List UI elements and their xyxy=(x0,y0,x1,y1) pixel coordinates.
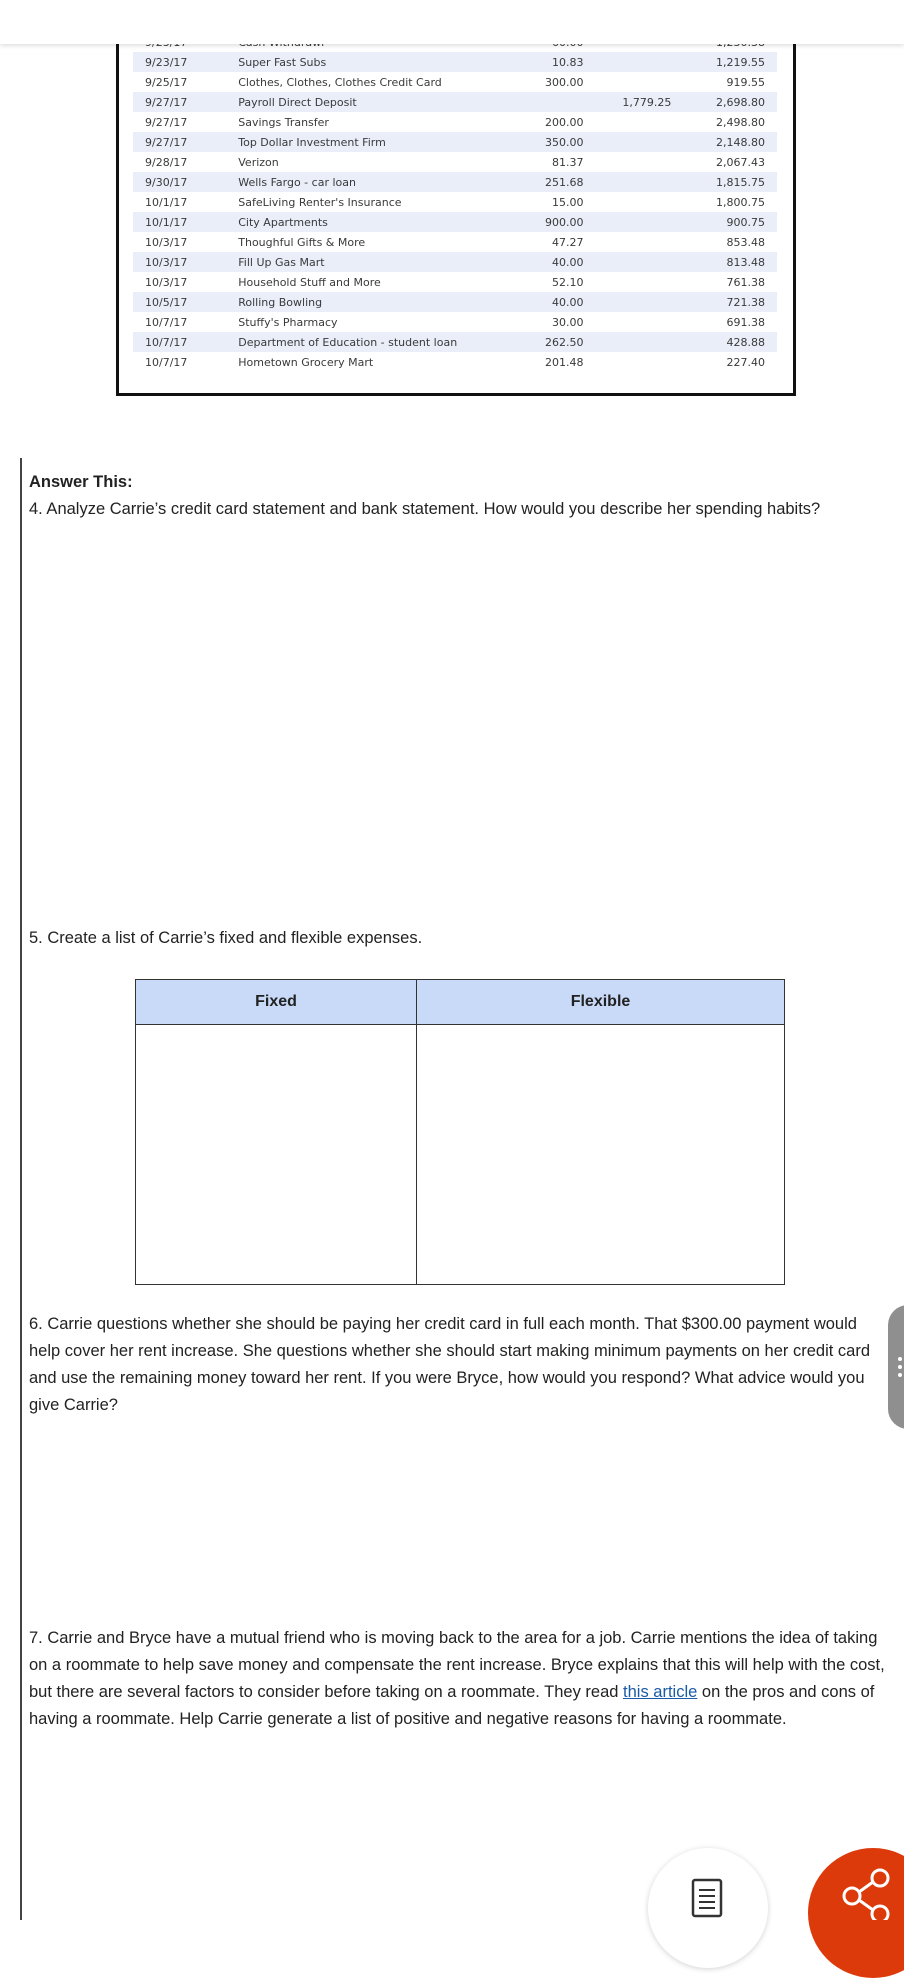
statement-row xyxy=(133,292,777,312)
flexible-column xyxy=(417,980,784,1284)
row-debit: 262.50 xyxy=(487,332,584,352)
row-balance: 813.48 xyxy=(671,252,777,272)
row-balance: 1,800.75 xyxy=(716,195,765,209)
row-debit: 40.00 xyxy=(487,292,584,312)
row-debit: 300.00 xyxy=(545,75,584,89)
statement-row xyxy=(133,112,777,132)
row-credit xyxy=(584,252,672,272)
statement-row xyxy=(133,332,777,352)
row-credit xyxy=(584,212,672,232)
row-description: Top Dollar Investment Firm xyxy=(238,132,486,152)
row-credit xyxy=(584,172,672,192)
top-toolbar xyxy=(0,0,904,44)
row-credit xyxy=(584,132,672,152)
row-balance: 900.75 xyxy=(671,212,777,232)
question-7-line-1: 7. Carrie and Bryce have a mutual friend who is moving back to the area for a job. Carrie mentions the idea of taking xyxy=(29,1629,878,1647)
row-description: Super Fast Subs xyxy=(238,52,486,72)
row-description: SafeLiving Renter's Insurance xyxy=(238,195,402,209)
row-credit xyxy=(584,52,672,72)
row-balance: 1,815.75 xyxy=(671,172,777,192)
row-date: 9/27/17 xyxy=(133,132,238,152)
fixed-header: Fixed xyxy=(136,980,416,1025)
row-balance: 1,219.55 xyxy=(671,52,777,72)
row-debit: 200.00 xyxy=(545,115,584,129)
row-description: Stuffy's Pharmacy xyxy=(238,315,338,329)
statement-row xyxy=(133,72,777,92)
question-7-line-4: having a roommate. Help Carrie generate a list of positive and negative reasons for having a roommate. xyxy=(29,1710,787,1728)
row-balance: 2,067.43 xyxy=(716,155,765,169)
question-6-line-4: give Carrie? xyxy=(29,1396,118,1414)
row-credit xyxy=(584,112,672,132)
statement-row xyxy=(133,152,777,172)
row-date: 10/7/17 xyxy=(145,315,188,329)
row-debit: 251.68 xyxy=(487,172,584,192)
row-balance: 2,498.80 xyxy=(716,115,765,129)
row-date: 9/27/17 xyxy=(145,115,188,129)
statement-row xyxy=(133,172,777,192)
statement-row xyxy=(133,352,777,372)
row-description: City Apartments xyxy=(238,212,486,232)
row-balance: 919.55 xyxy=(726,75,765,89)
row-balance: 721.38 xyxy=(671,292,777,312)
statement-row xyxy=(133,52,777,72)
row-debit: 52.10 xyxy=(552,275,584,289)
question-6-line-3: and use the remaining money toward her rent. If you were Bryce, how would you respond? What advice would you xyxy=(29,1369,865,1387)
question-7-line-2: on a roommate to help save money and compensate the rent increase. Bryce explains that this will help with the cost, xyxy=(29,1656,885,1674)
fixed-column xyxy=(136,980,417,1284)
row-description: Thoughful Gifts & More xyxy=(238,235,366,249)
statement-row xyxy=(133,252,777,272)
row-description: Wells Fargo - car loan xyxy=(238,172,486,192)
row-description: Savings Transfer xyxy=(238,115,329,129)
row-date: 10/5/17 xyxy=(133,292,238,312)
row-credit xyxy=(584,292,672,312)
row-credit xyxy=(584,272,672,292)
row-date: 10/1/17 xyxy=(145,195,188,209)
question-5: 5. Create a list of Carrie’s fixed and flexible expenses. xyxy=(29,929,423,947)
row-credit xyxy=(584,192,672,212)
row-balance: 691.38 xyxy=(726,315,765,329)
row-date: 9/25/17 xyxy=(145,75,188,89)
question-7-line-3 xyxy=(29,1679,874,1706)
question-6-line-1: 6. Carrie questions whether she should be paying her credit card in full each month. That $300.00 payment would xyxy=(29,1315,857,1333)
statement-row xyxy=(133,272,777,292)
row-debit: 30.00 xyxy=(552,315,584,329)
row-credit xyxy=(584,312,672,332)
row-date: 10/3/17 xyxy=(145,275,188,289)
question-6-line-2: help cover her rent increase. She questions whether she should start making minimum payments on her credit card xyxy=(29,1342,871,1360)
more-dots-icon xyxy=(898,1357,904,1381)
row-description: Household Stuff and More xyxy=(238,275,381,289)
row-description: Rolling Bowling xyxy=(238,292,486,312)
row-balance: 2,148.80 xyxy=(671,132,777,152)
row-date: 10/7/17 xyxy=(133,332,238,352)
row-balance: 428.88 xyxy=(671,332,777,352)
row-credit xyxy=(584,232,672,252)
row-description: Payroll Direct Deposit xyxy=(238,92,486,112)
row-description: Hometown Grocery Mart xyxy=(238,355,374,369)
row-credit xyxy=(584,332,672,352)
question-7-text-after-link: on the pros and cons of xyxy=(697,1683,875,1701)
share-button[interactable] xyxy=(808,1848,904,1978)
article-link[interactable]: this article xyxy=(623,1683,698,1701)
share-icon xyxy=(808,1848,904,1920)
statement-row xyxy=(133,192,777,212)
row-date: 9/27/17 xyxy=(133,92,238,112)
row-date: 10/3/17 xyxy=(133,252,238,272)
row-balance: 853.48 xyxy=(726,235,765,249)
row-balance: 2,698.80 xyxy=(671,92,777,112)
row-date: 9/28/17 xyxy=(145,155,188,169)
row-date: 10/7/17 xyxy=(145,355,188,369)
row-description: Fill Up Gas Mart xyxy=(238,252,486,272)
statement-row xyxy=(133,232,777,252)
row-description: Department of Education - student loan xyxy=(238,332,486,352)
row-debit: 40.00 xyxy=(487,252,584,272)
row-debit xyxy=(487,92,584,112)
row-date: 9/23/17 xyxy=(133,52,238,72)
side-menu-handle[interactable] xyxy=(888,1305,904,1429)
row-credit xyxy=(584,352,672,372)
document-button[interactable] xyxy=(648,1848,768,1968)
document-icon xyxy=(648,1848,768,1920)
flexible-header: Flexible xyxy=(417,980,784,1025)
row-debit: 47.27 xyxy=(552,235,584,249)
row-debit: 10.83 xyxy=(487,52,584,72)
row-credit: 1,779.25 xyxy=(584,92,672,112)
row-description: Verizon xyxy=(238,155,279,169)
row-debit: 15.00 xyxy=(552,195,584,209)
row-debit: 900.00 xyxy=(487,212,584,232)
row-credit xyxy=(584,72,672,92)
question-4: 4. Analyze Carrie’s credit card statement and bank statement. How would you describe her spending habits? xyxy=(29,500,821,518)
statement-row xyxy=(133,92,777,112)
row-balance: 761.38 xyxy=(726,275,765,289)
row-date: 9/30/17 xyxy=(133,172,238,192)
statement-row xyxy=(133,312,777,332)
row-description: Clothes, Clothes, Clothes Credit Card xyxy=(238,75,442,89)
statement-row xyxy=(133,212,777,232)
row-debit: 81.37 xyxy=(552,155,584,169)
question-7-text-before-link: but there are several factors to consider before taking on a roommate. They read xyxy=(29,1683,624,1701)
row-debit: 350.00 xyxy=(487,132,584,152)
fixed-flexible-table xyxy=(135,979,785,1285)
row-balance: 227.40 xyxy=(726,355,765,369)
row-debit: 201.48 xyxy=(545,355,584,369)
row-credit xyxy=(584,152,672,172)
statement-row xyxy=(133,132,777,152)
bank-statement-table xyxy=(133,32,777,372)
answer-label: Answer This: xyxy=(29,473,133,491)
row-date: 10/1/17 xyxy=(133,212,238,232)
row-date: 10/3/17 xyxy=(145,235,188,249)
